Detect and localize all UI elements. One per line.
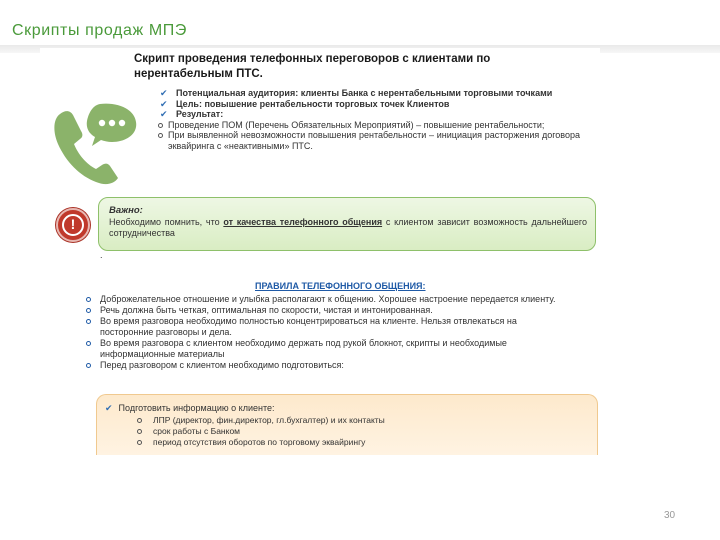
item-audience bbox=[156, 88, 580, 99]
preparation-head-text: Подготовить информацию о клиенте: bbox=[118, 403, 275, 413]
note-text bbox=[109, 217, 587, 239]
rule-item: Доброжелательное отношение и улыбка располагают к общению. Хорошее настроение передается клиенту. bbox=[86, 294, 556, 305]
item-pom bbox=[156, 120, 580, 131]
page-number: 30 bbox=[664, 510, 676, 521]
rule-item: Речь должна быть четкая, оптимальная по скорости, чистая и интонированная. bbox=[86, 305, 556, 316]
script-items bbox=[156, 88, 580, 152]
rule-item: Во время разговора необходимо полностью концентрироваться на клиенте. Нельзя отвлекаться на посторонние разговоры и дела. bbox=[86, 316, 556, 338]
phone-chat-icon bbox=[50, 100, 144, 188]
item-termination bbox=[156, 130, 580, 151]
rules-title: ПРАВИЛА ТЕЛЕФОННОГО ОБЩЕНИЯ: bbox=[255, 281, 426, 291]
preparation-box bbox=[96, 394, 598, 455]
rule-item: Перед разговором с клиентом необходимо подготовиться: bbox=[86, 360, 556, 371]
item-label: Результат: bbox=[176, 109, 224, 120]
preparation-list bbox=[137, 415, 385, 448]
alert-icon bbox=[56, 208, 90, 242]
check-icon: ✔ bbox=[105, 403, 113, 413]
note-text-emphasis: от качества телефонного общения bbox=[223, 217, 383, 227]
item-text: повышение рентабельности торговых точек Клиентов bbox=[201, 98, 450, 109]
rules-list bbox=[86, 294, 556, 371]
preparation-head bbox=[105, 403, 274, 414]
preparation-item: ЛПР (директор, фин.директор, гл.бухгалтер) и их контакты bbox=[137, 415, 385, 426]
note-title: Важно: bbox=[109, 205, 143, 216]
item-result bbox=[156, 109, 580, 120]
item-text: При выявленной невозможности повышения рентабельности – инициация расторжения договора эквайринга с «неактивными» ПТС. bbox=[168, 130, 580, 151]
item-label: Потенциальная аудитория: bbox=[176, 88, 299, 98]
note-text-before: Необходимо помнить, что bbox=[109, 217, 224, 227]
script-heading: Скрипт проведения телефонных переговоров с клиентами по нерентабельным ПТС. bbox=[134, 53, 491, 80]
item-label: Цель: bbox=[176, 98, 202, 109]
preparation-item: период отсутствия оборотов по торговому эквайрингу bbox=[137, 437, 385, 448]
item-goal bbox=[156, 99, 580, 110]
note-text-after: с клиентом зависит возможность дальнейшего сотрудничества bbox=[109, 217, 587, 238]
stray-dot: . bbox=[100, 250, 103, 260]
slide-title: Скрипты продаж МПЭ bbox=[12, 22, 187, 39]
exclamation-glyph: ! bbox=[70, 216, 76, 232]
important-note bbox=[98, 197, 596, 251]
preparation-item: срок работы с Банком bbox=[137, 426, 385, 437]
rule-item: Во время разговора с клиентом необходимо держать под рукой блокнот, скрипты и необходимые информационные материалы bbox=[86, 338, 556, 360]
item-text: клиенты Банка с нерентабельными торговыми точками bbox=[298, 88, 553, 98]
item-text: Проведение ПОМ (Перечень Обязательных Мероприятий) – повышение рентабельности; bbox=[168, 119, 545, 130]
